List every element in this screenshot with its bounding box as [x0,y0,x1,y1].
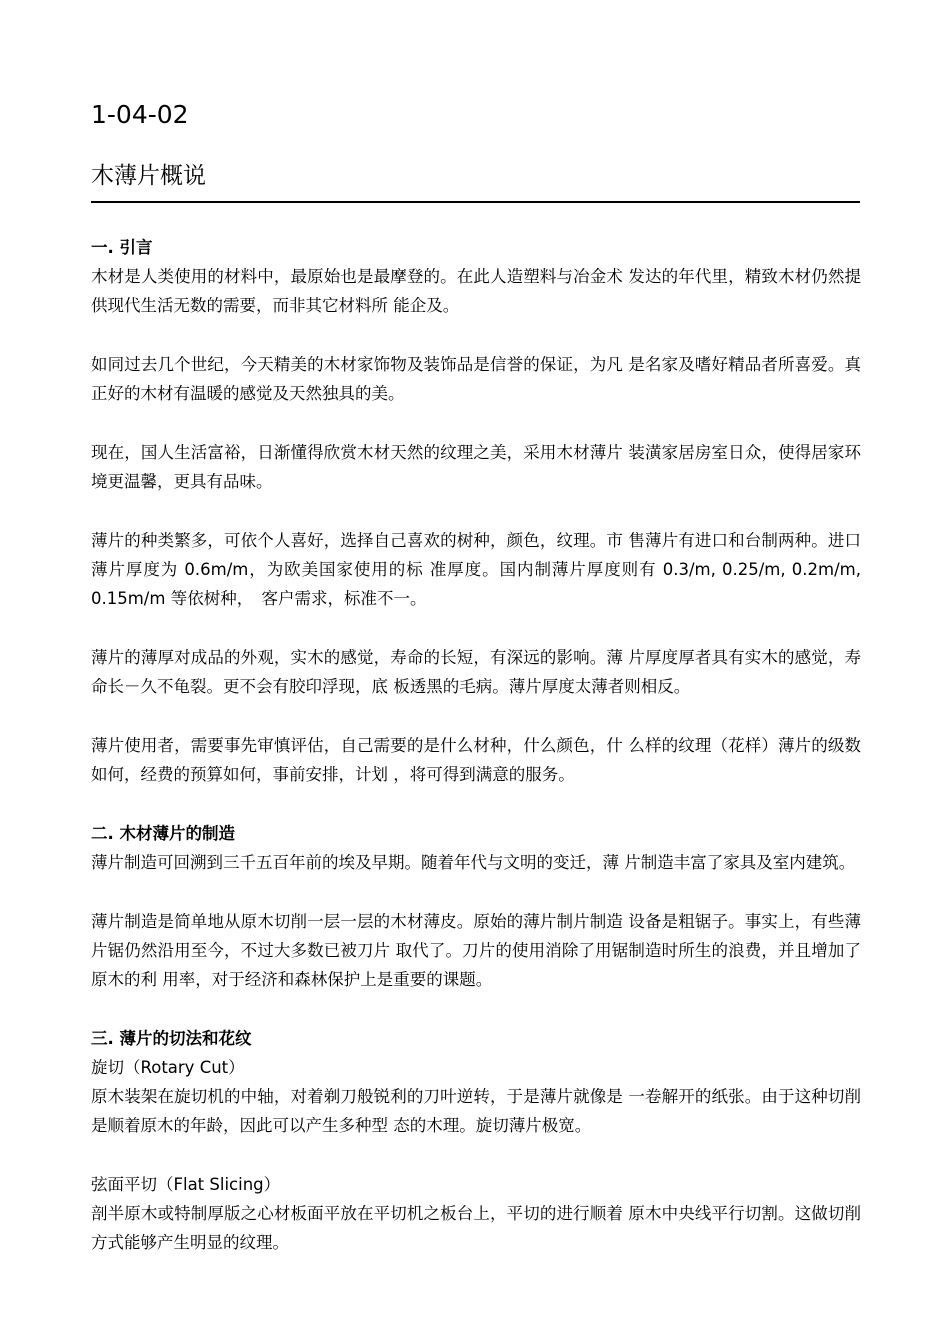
document-title: 木薄片概说 [91,163,206,189]
section-heading: 二. 木材薄片的制造 [91,824,236,843]
section-heading: 三. 薄片的切法和花纹 [91,1029,252,1048]
paragraph: 如同过去几个世纪，今天精美的木材家饰物及装饰品是信誉的保证，为凡 是名家及嗜好精品者所喜爱。真正好的木材有温暖的感觉及天然独具的美。 [91,355,861,403]
document-code: 1-04-02 [91,100,189,129]
section-cutting-methods [91,1024,861,1257]
section-introduction [91,233,861,789]
paragraph: 薄片制造可回溯到三千五百年前的埃及早期。随着年代与文明的变迁，薄 片制造丰富了家具及室内建筑。 [91,853,856,872]
section-veneer-manufacturing [91,819,861,994]
subsection-title-flat-slicing: 弦面平切（Flat Slicing） [91,1175,281,1194]
paragraph: 木材是人类使用的材料中，最原始也是最摩登的。在此人造塑料与冶金术 发达的年代里，精致木材仍然提供现代生活无数的需要，而非其它材料所 能企及。 [91,267,861,315]
paragraph: 现在，国人生活富裕，日渐懂得欣赏木材天然的纹理之美，采用木材薄片 装潢家居房室日众，使得居家环境更温馨，更具有品味。 [91,443,861,491]
paragraph: 薄片使用者，需要事先审慎评估，自己需要的是什么材种，什么颜色，什 么样的纹理（花样）薄片的级数如何，经费的预算如何，事前安排，计划 ，将可得到满意的服务。 [91,736,861,784]
paragraph: 原木装架在旋切机的中轴，对着剃刀般锐利的刀叶逆转，于是薄片就像是 一卷解开的纸张。由于这种切削是顺着原木的年龄，因此可以产生多种型 态的木理。旋切薄片极宽。 [91,1087,861,1135]
document-body [91,233,861,1257]
subsection-title-rotary-cut: 旋切（Rotary Cut） [91,1058,245,1077]
title-divider [91,201,860,203]
paragraph: 薄片的种类繁多，可依个人喜好，选择自己喜欢的树种，颜色，纹理。市 售薄片有进口和台制两种。进口薄片厚度为 0.6m/m，为欧美国家使用的标 准厚度。国内制薄片厚度则有 0.3/m, 0.25/m, 0.2m/m, 0.15m/m 等依树种， 客户需求，标准不一。 [91,531,861,608]
paragraph: 薄片制造是简单地从原木切削一层一层的木材薄皮。原始的薄片制片制造 设备是粗锯子。事实上，有些薄片锯仍然沿用至今，不过大多数已被刀片 取代了。刀片的使用消除了用锯制造时所生的浪费，并且增加了原木的利 用率，对于经济和森林保护上是重要的课题。 [91,912,861,989]
paragraph: 薄片的薄厚对成品的外观，实木的感觉，寿命的长短，有深远的影响。薄 片厚度厚者具有实木的感觉，寿命长－久不龟裂。更不会有胶印浮现，底 板透黑的毛病。薄片厚度太薄者则相反。 [91,648,861,696]
paragraph: 剖半原木或特制厚版之心材板面平放在平切机之板台上，平切的进行顺着 原木中央线平行切割。这做切削方式能够产生明显的纹理。 [91,1204,861,1252]
section-heading: 一. 引言 [91,238,153,257]
